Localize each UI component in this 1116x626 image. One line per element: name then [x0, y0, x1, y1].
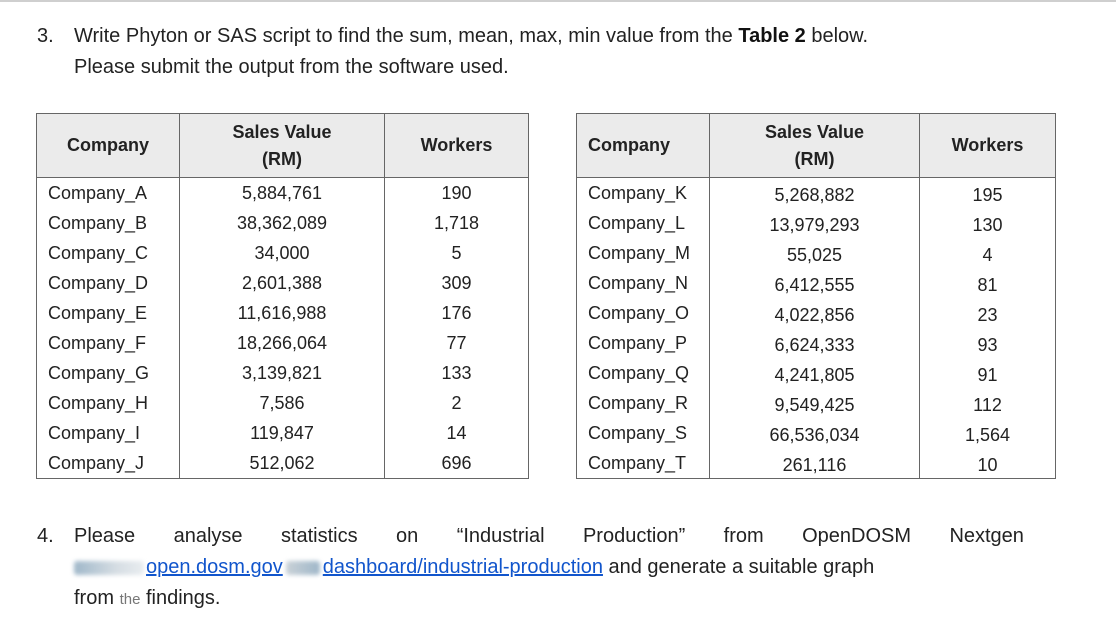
- header-workers: Workers: [920, 114, 1056, 178]
- workers-cell: 81: [920, 268, 1056, 298]
- question-3: [37, 21, 1037, 83]
- sales-cell: 5,268,882: [710, 178, 920, 209]
- table-reference: Table 2: [738, 25, 806, 47]
- table-row: [577, 268, 1056, 298]
- question-4-number: 4.: [37, 525, 54, 547]
- table-row: [37, 298, 529, 328]
- company-cell: Company_C: [37, 238, 180, 268]
- sales-cell: 512,062: [180, 448, 385, 479]
- question-4-line-1: [74, 521, 1024, 551]
- header-company: Company: [37, 114, 180, 178]
- company-cell: Company_N: [577, 268, 710, 298]
- table-row: [37, 388, 529, 418]
- sales-cell: 4,022,856: [710, 298, 920, 328]
- workers-cell: 1,564: [920, 418, 1056, 448]
- header-workers: Workers: [385, 114, 529, 178]
- workers-cell: 1,718: [385, 208, 529, 238]
- question-4-line-3: [74, 583, 220, 615]
- table-row: [577, 208, 1056, 238]
- table-row: [577, 358, 1056, 388]
- header-sales-value: [710, 114, 920, 178]
- header-sales-value: [180, 114, 385, 178]
- table-row: [577, 388, 1056, 418]
- question-3-text-before: Write Phyton or SAS script to find the sum, mean, max, min value from the: [74, 25, 739, 47]
- company-cell: Company_P: [577, 328, 710, 358]
- table-row: [577, 328, 1056, 358]
- workers-cell: 133: [385, 358, 529, 388]
- table-row: [37, 358, 529, 388]
- q4-line3-b: findings.: [140, 587, 221, 609]
- company-cell: Company_F: [37, 328, 180, 358]
- table-row: [37, 328, 529, 358]
- q4-word: Nextgen: [949, 525, 1024, 547]
- table-row: [577, 298, 1056, 328]
- workers-cell: 130: [920, 208, 1056, 238]
- sales-cell: 5,884,761: [180, 178, 385, 209]
- redacted-blur: [286, 561, 320, 575]
- table-row: [577, 418, 1056, 448]
- sales-table-left: [36, 113, 529, 479]
- q4-word: statistics: [280, 525, 358, 547]
- workers-cell: 23: [920, 298, 1056, 328]
- header-sales-value-text: Sales Value (RM): [232, 121, 332, 169]
- redacted-blur: [74, 561, 144, 575]
- sales-cell: 9,549,425: [710, 388, 920, 418]
- workers-cell: 309: [385, 268, 529, 298]
- table-row: [577, 448, 1056, 479]
- q4-word: on: [396, 525, 419, 547]
- company-cell: Company_G: [37, 358, 180, 388]
- sales-cell: 7,586: [180, 388, 385, 418]
- q4-word: Please: [74, 525, 136, 547]
- workers-cell: 14: [385, 418, 529, 448]
- q4-word: Production”: [582, 525, 686, 547]
- table-row: [37, 418, 529, 448]
- workers-cell: 190: [385, 178, 529, 209]
- workers-cell: 4: [920, 238, 1056, 268]
- q4-line3-a: from: [74, 587, 120, 609]
- workers-cell: 91: [920, 358, 1056, 388]
- workers-cell: 2: [385, 388, 529, 418]
- question-4-line-2: [74, 552, 874, 582]
- company-cell: Company_L: [577, 208, 710, 238]
- company-cell: Company_E: [37, 298, 180, 328]
- question-3-text-after: below.: [805, 25, 869, 47]
- table-row: [37, 178, 529, 209]
- sales-cell: 38,362,089: [180, 208, 385, 238]
- sales-cell: 66,536,034: [710, 418, 920, 448]
- top-border-line: [0, 0, 1116, 2]
- table-row: [37, 238, 529, 268]
- table-row: [577, 178, 1056, 209]
- sales-cell: 4,241,805: [710, 358, 920, 388]
- sales-cell: 11,616,988: [180, 298, 385, 328]
- sales-cell: 2,601,388: [180, 268, 385, 298]
- company-cell: Company_M: [577, 238, 710, 268]
- company-cell: Company_R: [577, 388, 710, 418]
- sales-cell: 6,624,333: [710, 328, 920, 358]
- sales-cell: 3,139,821: [180, 358, 385, 388]
- company-cell: Company_Q: [577, 358, 710, 388]
- dosm-link-part1[interactable]: open.dosm.gov: [146, 556, 283, 578]
- workers-cell: 696: [385, 448, 529, 479]
- q4-line3-smudge: the: [119, 591, 141, 608]
- sales-table-right: [576, 113, 1056, 479]
- company-cell: Company_H: [37, 388, 180, 418]
- table-row: [37, 448, 529, 479]
- question-3-text: [74, 21, 868, 51]
- workers-cell: 10: [920, 448, 1056, 479]
- sales-cell: 55,025: [710, 238, 920, 268]
- q4-word: OpenDOSM: [802, 525, 912, 547]
- q4-word: from: [723, 525, 764, 547]
- workers-cell: 77: [385, 328, 529, 358]
- table-row: [37, 268, 529, 298]
- workers-cell: 5: [385, 238, 529, 268]
- sales-cell: 34,000: [180, 238, 385, 268]
- header-sales-value-text: Sales Value (RM): [764, 121, 865, 169]
- company-cell: Company_O: [577, 298, 710, 328]
- workers-cell: 195: [920, 178, 1056, 209]
- company-cell: Company_A: [37, 178, 180, 209]
- sales-cell: 6,412,555: [710, 268, 920, 298]
- question-4-line-2-after: and generate a suitable graph: [602, 556, 875, 578]
- workers-cell: 176: [385, 298, 529, 328]
- table-row: [577, 238, 1056, 268]
- sales-cell: 119,847: [180, 418, 385, 448]
- sales-cell: 13,979,293: [710, 208, 920, 238]
- question-3-line-2: Please submit the output from the software used.: [74, 56, 509, 78]
- dosm-link-part2[interactable]: dashboard/industrial-production: [322, 556, 603, 578]
- company-cell: Company_I: [37, 418, 180, 448]
- company-cell: Company_B: [37, 208, 180, 238]
- company-cell: Company_K: [577, 178, 710, 209]
- header-company: Company: [577, 114, 710, 178]
- q4-word: analyse: [173, 525, 243, 547]
- company-cell: Company_S: [577, 418, 710, 448]
- question-3-number: 3.: [37, 25, 54, 47]
- q4-word: “Industrial: [456, 525, 545, 547]
- company-cell: Company_D: [37, 268, 180, 298]
- sales-cell: 18,266,064: [180, 328, 385, 358]
- table-row: [37, 208, 529, 238]
- workers-cell: 112: [920, 388, 1056, 418]
- company-cell: Company_T: [577, 448, 710, 479]
- question-4: [37, 521, 1037, 616]
- company-cell: Company_J: [37, 448, 180, 479]
- workers-cell: 93: [920, 328, 1056, 358]
- sales-cell: 261,116: [710, 448, 920, 479]
